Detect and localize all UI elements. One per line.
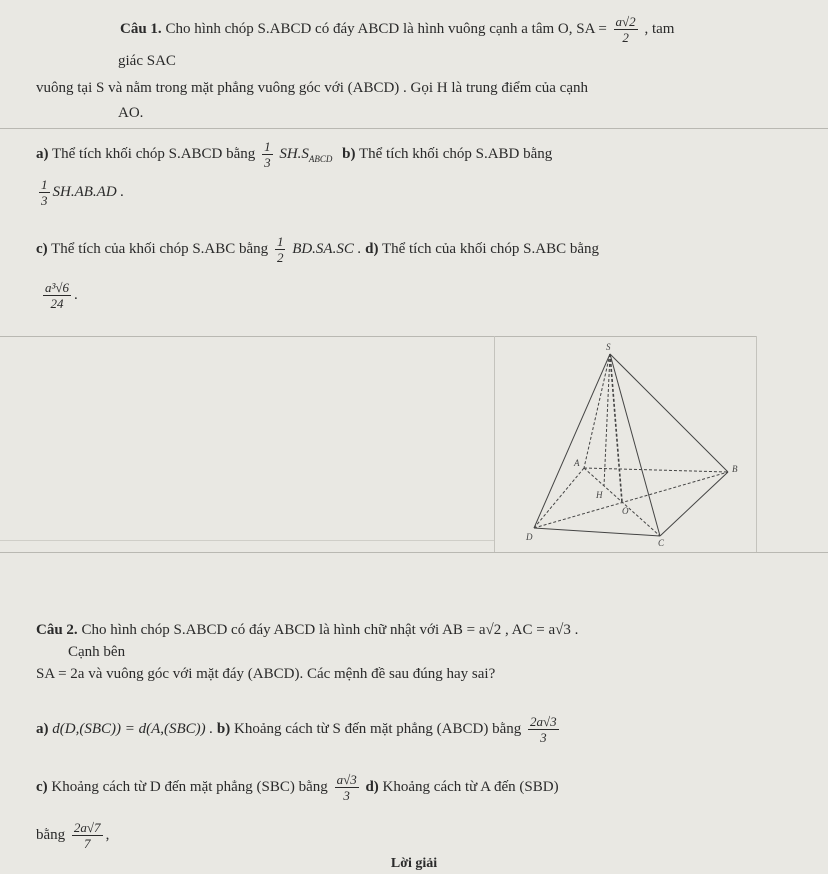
edge-AB [584, 468, 728, 472]
figure-frame-right [756, 336, 757, 552]
q1-a-sub: ABCD [308, 153, 333, 164]
q1-a-label: a) [36, 145, 49, 162]
label-H: H [596, 490, 603, 500]
q1-c-text: Thể tích của khối chóp S.ABC bằng [51, 240, 269, 257]
q2-d-tail: , [105, 826, 110, 843]
q2-b-fraction: $\frac{2a√3}{3}$ [530, 714, 557, 745]
q1-stem-line4: AO. [118, 105, 144, 121]
label-S: S [606, 342, 611, 352]
q1-c-label: c) [36, 240, 48, 257]
q1-b-text: Thể tích khối chóp S.ABD bằng [358, 145, 553, 162]
q2-stem-line2: Cạnh bên [68, 644, 126, 660]
q2-stem-line1: Cho hình chóp S.ABCD có đáy ABCD là hình chữ nhật với AB = a√2 , AC = a√3 . [81, 622, 579, 638]
q2-d-fraction: $\frac{2a√7}{7}$ [73, 820, 101, 851]
label-D: D [526, 532, 533, 542]
height-SH [604, 354, 610, 486]
divider [0, 128, 828, 129]
q1-line1 [120, 14, 674, 45]
q1-option-b-cont [36, 177, 124, 208]
q2-option-ab [36, 714, 562, 745]
q1-title: Câu 1. [120, 20, 162, 37]
q1-sa-fraction: $\frac{a√2}{2}$ [615, 14, 636, 45]
solution-label: Lời giải [390, 856, 438, 871]
q2-c-label: c) [36, 778, 48, 795]
q1-a-fraction: $\frac{1}{3}$ [264, 139, 271, 170]
q1-d-text: Thể tích của khối chóp S.ABC bằng [381, 240, 599, 257]
q2-c-fraction: $\frac{a√3}{3}$ [336, 772, 357, 803]
q2-a-expr: d(D,(SBC)) = d(A,(SBC)) . [52, 720, 214, 737]
q1-d-label: d) [365, 240, 379, 257]
q2-b-text: Khoảng cách từ S đến mặt phẳng (ABCD) bằng [234, 720, 522, 737]
q1-a-expr: SH.S [279, 145, 309, 162]
q1-c-fraction: $\frac{1}{2}$ [276, 234, 284, 265]
q1-b-label: b) [342, 145, 356, 162]
edge-SA [584, 354, 610, 468]
q1-option-c [36, 234, 599, 265]
edge-DC [534, 528, 660, 536]
q2-option-cd [36, 772, 559, 803]
q2-line1 [36, 622, 578, 639]
q2-d-text: Khoảng cách từ A đến (SBD) [382, 778, 559, 795]
q1-d-tail: . [74, 286, 78, 303]
q2-title: Câu 2. [36, 622, 78, 638]
q1-stem-tail1: , tam [644, 20, 675, 37]
q1-d-fraction: $\frac{\text{a³√6}}{24}$ [45, 280, 70, 311]
edge-DA [534, 468, 584, 528]
edge-SD [534, 354, 610, 528]
figure-frame-bottom [0, 552, 828, 553]
pyramid-figure [494, 340, 756, 552]
label-A: A [574, 458, 580, 468]
q1-stem-line3: vuông tại S và nằm trong mặt phẳng vuông góc với (ABCD) . Gọi H là trung điểm của cạnh [36, 80, 588, 96]
q1-option-a [36, 139, 552, 170]
figure-frame-inner [0, 540, 494, 541]
figure-frame-top [0, 336, 756, 337]
q1-stem-line2: giác SAC [118, 53, 176, 69]
q2-option-d-cont [36, 820, 109, 851]
q1-option-d-cont [40, 280, 78, 311]
label-C: C [658, 538, 665, 548]
q1-a-text: Thể tích khối chóp S.ABCD bằng [51, 145, 256, 162]
q2-c-text: Khoảng cách từ D đến mặt phẳng (SBC) bằng [51, 778, 328, 795]
q2-b-label: b) [216, 720, 231, 737]
q1-b-fraction: $\frac{1}{3}$ [41, 177, 48, 208]
q1-c-expr: BD.SA.SC . [292, 240, 362, 257]
q1-b-expr: SH.AB.AD . [52, 183, 125, 200]
q2-d-label: d) [365, 778, 379, 795]
q2-a-label: a) [36, 720, 49, 737]
q1-stem-line1: Cho hình chóp S.ABCD có đáy ABCD là hình vuông cạnh a tâm O, SA = [165, 20, 607, 37]
diag-AC [584, 468, 660, 536]
label-O: O [622, 506, 629, 516]
label-B: B [732, 464, 738, 474]
edge-SB [610, 354, 728, 472]
q2-d-prefix: bằng [36, 826, 66, 843]
q2-stem-line3: SA = 2a và vuông góc với mặt đáy (ABCD). Các mệnh đề sau đúng hay sai? [36, 666, 496, 682]
